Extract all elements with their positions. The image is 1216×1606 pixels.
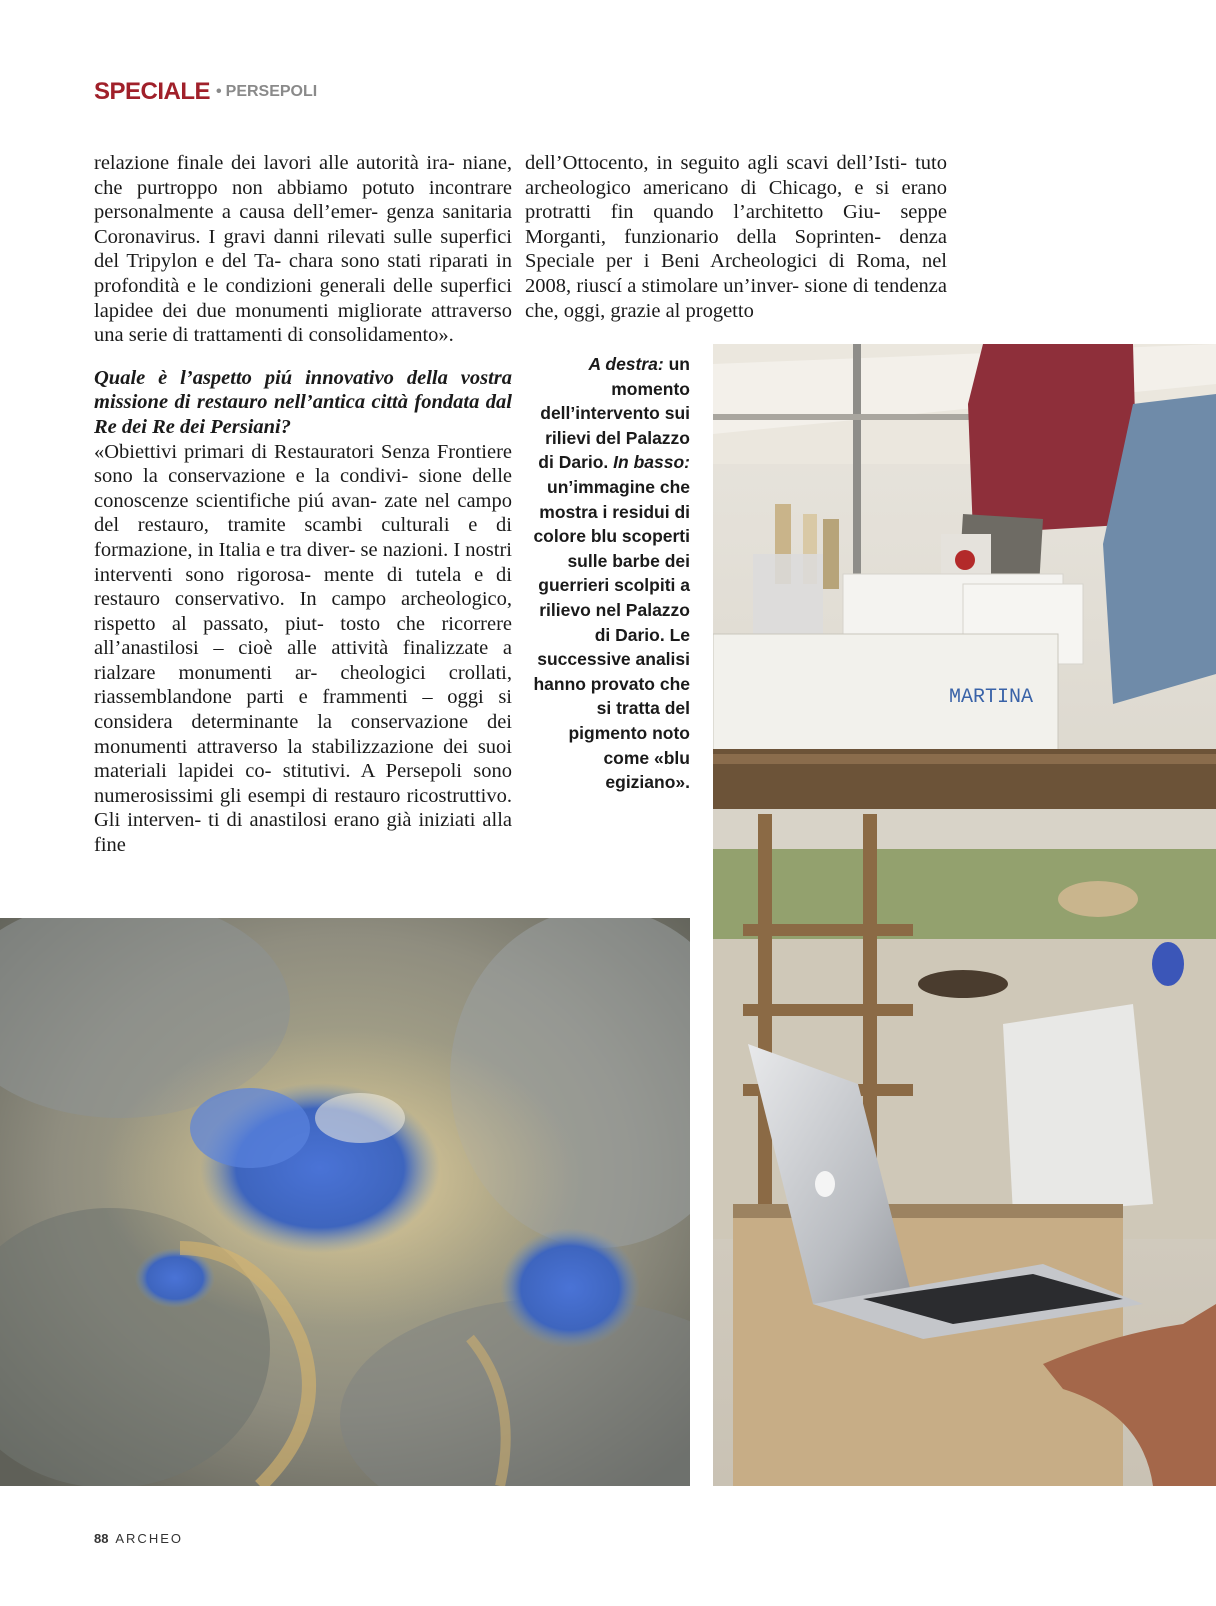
- interview-question: Quale è l’aspetto piú innovativo della vostra missione di restauro nell’antica città fondata dal Re dei Re dei Persiani?: [94, 366, 512, 438]
- page-number: 88: [94, 1531, 109, 1546]
- paragraph: «Obiettivi primari di Restauratori Senza Frontiere sono la conservazione e la condivi- sione delle conoscenze scientifiche piú avan- zate nel campo del restauro, tramite scambi culturali e di formazione, in Italia e tra diver- se nazioni. I nostri interventi sono rigorosa- mente di tutela e di restauro conservativo. In campo archeologico, rispetto al passato, piut- tosto che ricorrere all’anastilosi – cioè alle attività finalizzate a rialzare monumenti ar- cheologici crollati, riassemblandone parti e frammenti – oggi si considera determinante la conservazione dei monumenti attraverso la stabilizzazione dei suoi materiali lapidei co- stitutivi. A Persepoli sono numerosissimi gli esempi di restauro ricostruttivo. Gli interven- ti di anastilosi erano già iniziati alla fine: [94, 440, 512, 857]
- magazine-name: ARCHEO: [115, 1531, 183, 1546]
- kicker-separator: •: [216, 83, 222, 100]
- page-footer: [94, 1531, 183, 1546]
- caption-lead: In basso:: [613, 452, 690, 473]
- caption-text: un momento dell’intervento sui rilievi del Palazzo di Dario.: [538, 354, 690, 473]
- restoration-work-photo: [713, 344, 1216, 1486]
- caption-text: un’immagine che mostra i residui di colore blu scoperti sulle barbe dei guerrieri scolpiti a rilievo nel Palazzo di Dario. Le successive analisi hanno provato che si tratta del pigmento noto come «blu egiziano».: [533, 476, 690, 793]
- caption-lead: A destra:: [588, 354, 664, 374]
- topic-label: PERSEPOLI: [225, 83, 318, 100]
- blue-pigment-photo: [0, 918, 690, 1486]
- photo-caption: [525, 352, 690, 795]
- paragraph: dell’Ottocento, in seguito agli scavi dell’Isti- tuto archeologico americano di Chicago, e si erano protratti fin quando l’architetto Giu- seppe Morganti, funzionario della Soprinten- denza Speciale per i Beni Archeologici di Roma, nel 2008, riuscí a stimolare un’inver- sione di tendenza che, oggi, grazie al progetto: [525, 152, 947, 322]
- section-kicker: [94, 78, 317, 106]
- tray-label: MARTINA: [949, 686, 1034, 709]
- paragraph: relazione finale dei lavori alle autorità ira- niane, che purtroppo non abbiamo potuto incontrare personalmente a causa dell’emer- genza sanitaria Coronavirus. I gravi danni rilevati sulle superfici del Tripylon e del Ta- chara sono stati riparati in profondità e le condizioni generali delle superfici lapidee dei due monumenti migliorate attraverso una serie di trattamenti di consolidamento».: [94, 152, 512, 347]
- text-column-right: [525, 151, 947, 323]
- section-label: SPECIALE: [94, 78, 211, 105]
- text-column-left: [94, 151, 512, 858]
